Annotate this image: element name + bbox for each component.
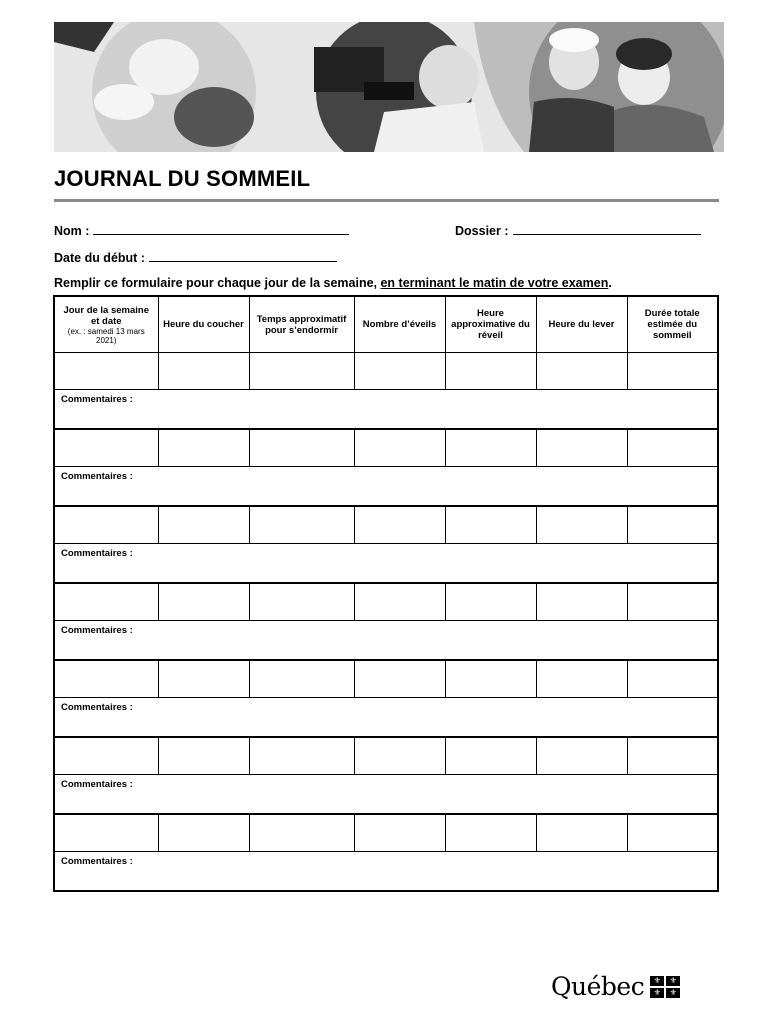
- entry-cell[interactable]: [54, 583, 158, 621]
- start-date-field: [54, 249, 337, 265]
- entry-cell[interactable]: [54, 737, 158, 775]
- entry-cell[interactable]: [627, 737, 718, 775]
- log-body: [54, 353, 718, 892]
- comment-label: Commentaires :: [61, 471, 133, 482]
- entry-cell[interactable]: [354, 353, 445, 390]
- entry-cell[interactable]: [54, 814, 158, 852]
- comment-row: [54, 775, 718, 815]
- entry-cell[interactable]: [445, 429, 536, 467]
- header-awakenings: Nombre d’éveils: [354, 296, 445, 353]
- entry-cell[interactable]: [249, 660, 354, 698]
- comment-row: [54, 544, 718, 584]
- header-banner: [54, 22, 724, 152]
- start-date-input-line[interactable]: [149, 249, 337, 262]
- comment-row: [54, 467, 718, 507]
- comment-cell[interactable]: [54, 852, 718, 892]
- entry-cell[interactable]: [249, 353, 354, 390]
- entry-cell[interactable]: [158, 429, 249, 467]
- day-row: [54, 660, 718, 698]
- comment-cell[interactable]: [54, 544, 718, 584]
- header-day-date: [54, 296, 158, 353]
- entry-cell[interactable]: [536, 583, 627, 621]
- entry-cell[interactable]: [158, 737, 249, 775]
- entry-cell[interactable]: [445, 583, 536, 621]
- entry-cell[interactable]: [158, 814, 249, 852]
- entry-cell[interactable]: [54, 353, 158, 390]
- baby-photo-circle: [92, 22, 256, 152]
- entry-cell[interactable]: [627, 660, 718, 698]
- entry-cell[interactable]: [249, 737, 354, 775]
- header-time-to-sleep: Temps approximatif pour s’endormir: [249, 296, 354, 353]
- entry-cell[interactable]: [627, 506, 718, 544]
- header-wake-time: Heure approximative du réveil: [445, 296, 536, 353]
- comment-cell[interactable]: [54, 698, 718, 738]
- entry-cell[interactable]: [536, 429, 627, 467]
- comment-cell[interactable]: [54, 390, 718, 430]
- comment-label: Commentaires :: [61, 856, 133, 867]
- entry-cell[interactable]: [158, 660, 249, 698]
- day-row: [54, 583, 718, 621]
- quebec-logo: [551, 972, 680, 1001]
- day-row: [54, 429, 718, 467]
- entry-cell[interactable]: [627, 814, 718, 852]
- file-input-line[interactable]: [513, 222, 701, 235]
- entry-cell[interactable]: [445, 353, 536, 390]
- header-bedtime: Heure du coucher: [158, 296, 249, 353]
- start-date-label: Date du début :: [54, 251, 145, 265]
- comment-label: Commentaires :: [61, 702, 133, 713]
- comment-row: [54, 698, 718, 738]
- entry-cell[interactable]: [249, 429, 354, 467]
- name-input-line[interactable]: [93, 222, 349, 235]
- comment-label: Commentaires :: [61, 779, 133, 790]
- page-title: JOURNAL DU SOMMEIL: [54, 166, 311, 191]
- instructions-text: Remplir ce formulaire pour chaque jour de la semaine,: [54, 276, 381, 290]
- entry-cell[interactable]: [54, 506, 158, 544]
- file-field: [455, 222, 701, 238]
- entry-cell[interactable]: [354, 814, 445, 852]
- entry-cell[interactable]: [354, 506, 445, 544]
- instructions-emphasis: en terminant le matin de votre examen: [380, 276, 609, 290]
- header-day-date-example: (ex. : samedi 13 mars 2021): [67, 326, 145, 345]
- day-row: [54, 737, 718, 775]
- header-total-sleep: Durée totale estimée du sommeil: [627, 296, 718, 353]
- entry-cell[interactable]: [354, 429, 445, 467]
- title-divider: [54, 199, 719, 202]
- fleur-de-lis-flag-icon: ⚜ ⚜ ⚜ ⚜: [650, 976, 680, 998]
- couple-photo-circle: [529, 22, 724, 152]
- entry-cell[interactable]: [354, 737, 445, 775]
- header-row: [54, 296, 718, 353]
- entry-cell[interactable]: [249, 506, 354, 544]
- day-row: [54, 353, 718, 390]
- comment-label: Commentaires :: [61, 625, 133, 636]
- entry-cell[interactable]: [627, 429, 718, 467]
- entry-cell[interactable]: [627, 353, 718, 390]
- entry-cell[interactable]: [536, 814, 627, 852]
- entry-cell[interactable]: [158, 583, 249, 621]
- entry-cell[interactable]: [536, 506, 627, 544]
- entry-cell[interactable]: [536, 737, 627, 775]
- header-rise-time: Heure du lever: [536, 296, 627, 353]
- entry-cell[interactable]: [54, 660, 158, 698]
- instructions-end: .: [608, 276, 612, 290]
- comment-label: Commentaires :: [61, 394, 133, 405]
- entry-cell[interactable]: [249, 583, 354, 621]
- entry-cell[interactable]: [445, 660, 536, 698]
- quebec-wordmark: Québec: [551, 972, 645, 1001]
- entry-cell[interactable]: [54, 429, 158, 467]
- entry-cell[interactable]: [354, 583, 445, 621]
- instructions: [54, 276, 612, 290]
- day-row: [54, 814, 718, 852]
- comment-row: [54, 852, 718, 892]
- entry-cell[interactable]: [445, 506, 536, 544]
- entry-cell[interactable]: [249, 814, 354, 852]
- comment-cell[interactable]: [54, 775, 718, 815]
- comment-label: Commentaires :: [61, 548, 133, 559]
- comment-row: [54, 621, 718, 661]
- file-label: Dossier :: [455, 224, 509, 238]
- comment-row: [54, 390, 718, 430]
- entry-cell[interactable]: [445, 814, 536, 852]
- name-label: Nom :: [54, 224, 90, 238]
- entry-cell[interactable]: [627, 583, 718, 621]
- header-photos: [54, 22, 724, 152]
- sleep-log-table: [53, 295, 719, 892]
- comment-cell[interactable]: [54, 621, 718, 661]
- entry-cell[interactable]: [158, 506, 249, 544]
- day-row: [54, 506, 718, 544]
- entry-cell[interactable]: [536, 353, 627, 390]
- header-day-date-label: Jour de la semaine et date: [63, 304, 150, 327]
- comment-cell[interactable]: [54, 467, 718, 507]
- entry-cell[interactable]: [354, 660, 445, 698]
- entry-cell[interactable]: [445, 737, 536, 775]
- name-field: [54, 222, 349, 238]
- entry-cell[interactable]: [536, 660, 627, 698]
- entry-cell[interactable]: [158, 353, 249, 390]
